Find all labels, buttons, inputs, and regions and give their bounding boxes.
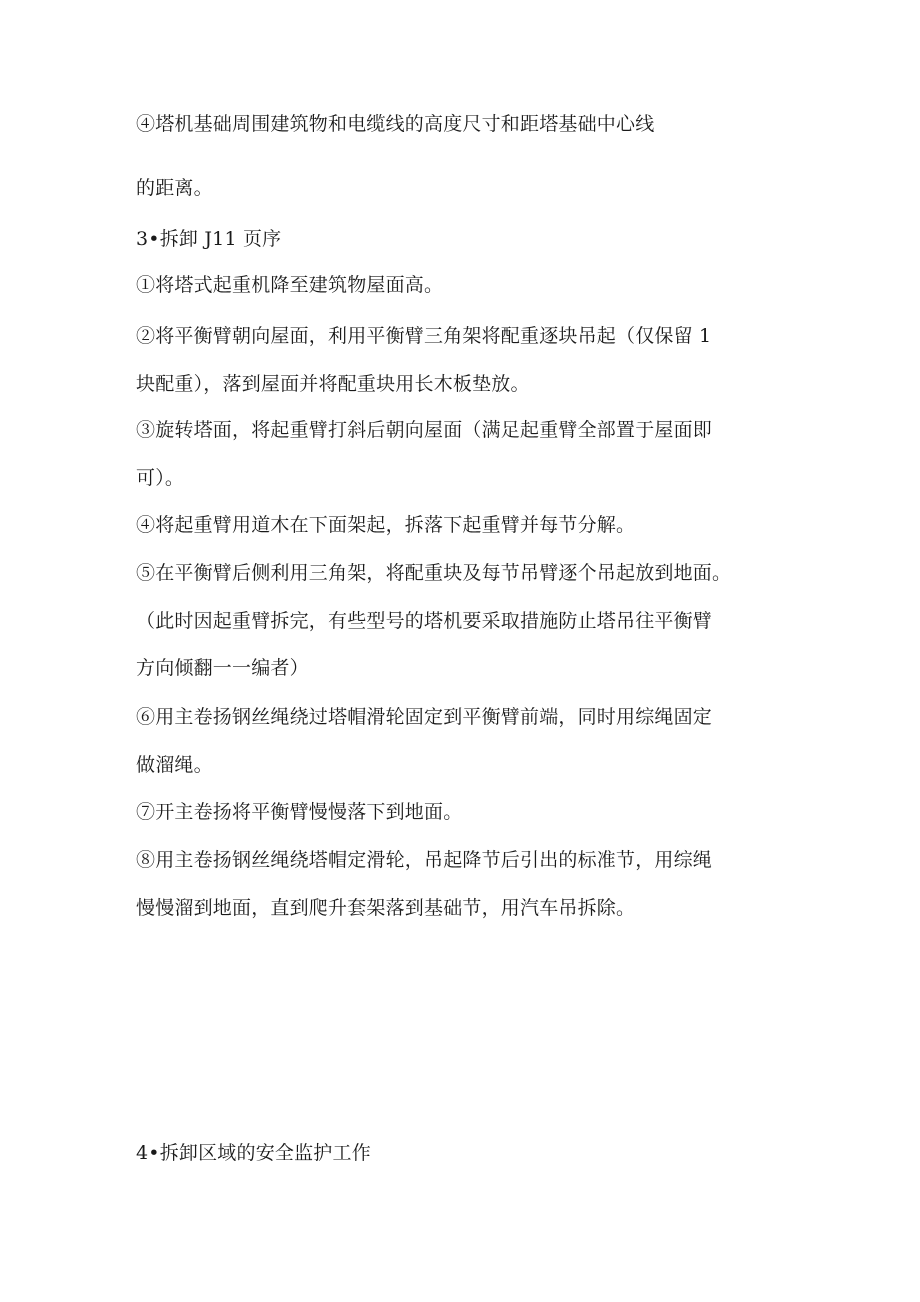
text-line: 做溜绳。 [136, 754, 213, 776]
text-line: ⑥用主卷扬钢丝绳绕过塔帽滑轮固定到平衡臂前端，同时用综绳固定 [136, 706, 713, 728]
text-line: ①将塔式起重机降至建筑物屋面高。 [136, 274, 444, 296]
text-line: （此时因起重臂拆完，有些型号的塔机要采取措施防止塔吊往平衡臂 [136, 610, 713, 632]
text-line: ④将起重臂用道木在下面架起，拆落下起重臂并每节分解。 [136, 514, 636, 536]
text-line: 慢慢溜到地面，直到爬升套架落到基础节，用汽车吊拆除。 [136, 897, 636, 919]
text-line: ④塔机基础周围建筑物和电缆线的高度尺寸和距塔基础中心线 [136, 113, 655, 135]
text-line: ⑤在平衡臂后侧利用三角架，将配重块及每节吊臂逐个吊起放到地面。 [136, 562, 732, 584]
text-line: ⑧用主卷扬钢丝绳绕塔帽定滑轮，吊起降节后引出的标准节，用综绳 [136, 849, 713, 871]
section-heading: 3•拆卸 J11 页序 [136, 228, 282, 250]
text-line: ③旋转塔面，将起重臂打斜后朝向屋面（满足起重臂全部置于屋面即 [136, 419, 713, 441]
text-line: 块配重），落到屋面并将配重块用长木板垫放。 [136, 373, 530, 395]
text-line: ⑦开主卷扬将平衡臂慢慢落下到地面。 [136, 801, 463, 823]
text-line: ②将平衡臂朝向屋面，利用平衡臂三角架将配重逐块吊起（仅保留 1 [136, 325, 712, 347]
section-heading: 4•拆卸区域的安全监护工作 [136, 1142, 371, 1164]
text-line: 方向倾翻一一编者） [136, 657, 309, 679]
text-line: 可）。 [136, 467, 185, 489]
text-line: 的距离。 [136, 177, 213, 199]
